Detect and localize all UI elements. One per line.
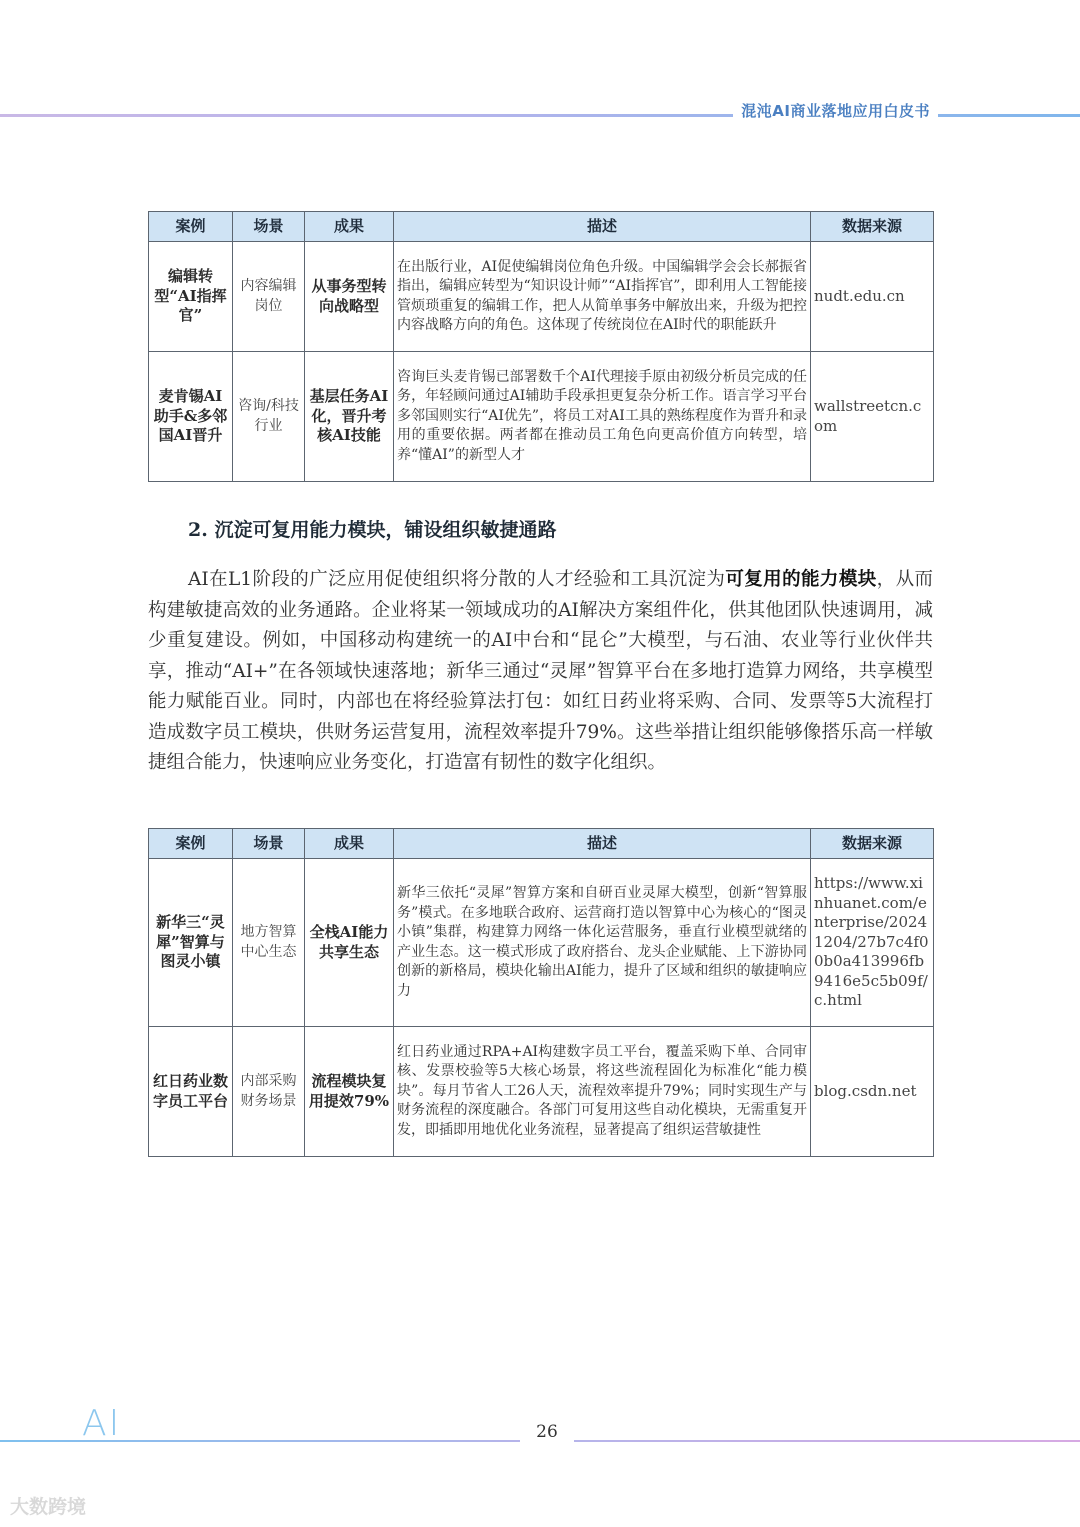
watermark: 大数跨境 (10, 1496, 87, 1518)
body-paragraph (148, 565, 933, 779)
column-header-scene: 场景 (233, 212, 305, 242)
source-cell: https://www.xinhuanet.com/enterprise/20241204/27b7c4f00b0a413996fb9416e5c5b09f/c.html (811, 859, 934, 1027)
description-cell: 新华三依托“灵犀”智算方案和自研百业灵犀大模型，创新“智算服务”模式。在多地联合政府、运营商打造以智算中心为核心的“图灵小镇”集群，构建算力网络一体化运营服务，垂直行业模型就绪的产业生态。这一模式形成了政府搭台、龙头企业赋能、上下游协同创新的新格局，模块化输出AI能力，提升了区域和组织的敏捷响应力 (394, 859, 811, 1027)
result-cell: 从事务型转向战略型 (305, 242, 394, 352)
case-cell: 红日药业数字员工平台 (149, 1027, 233, 1157)
result-cell: 全栈AI能力共享生态 (305, 859, 394, 1027)
table-row (149, 859, 934, 1027)
source-cell: wallstreetcn.com (811, 352, 934, 482)
description-cell: 红日药业通过RPA+AI构建数字员工平台，覆盖采购下单、合同审核、发票校验等5大核心场景，将这些流程固化为标准化“能力模块”。每月节省人工26人天，流程效率提升79%；同时实现生产与财务流程的深度融合。各部门可复用这些自动化模块，无需重复开发，即插即用地优化业务流程，显著提高了组织运营敏捷性 (394, 1027, 811, 1157)
column-header-description: 描述 (394, 212, 811, 242)
page-number: 26 (536, 1422, 558, 1442)
table-header-row (149, 212, 934, 242)
case-cell: 新华三“灵犀”智算与图灵小镇 (149, 859, 233, 1027)
scene-cell: 内容编辑岗位 (233, 242, 305, 352)
scene-cell: 咨询/科技行业 (233, 352, 305, 482)
column-header-description: 描述 (394, 829, 811, 859)
description-cell: 咨询巨头麦肯锡已部署数千个AI代理接手原由初级分析员完成的任务，年轻顾问通过AI辅助手段承担更复杂分析工作。语言学习平台多邻国则实行“AI优先”，将员工对AI工具的熟练程度作为晋升和录用的重要依据。两者都在推动员工角色向更高价值方向转型，培养“懂AI”的新型人才 (394, 352, 811, 482)
column-header-result: 成果 (305, 829, 394, 859)
table-row (149, 1027, 934, 1157)
paragraph-emphasis: 可复用的能力模块 (725, 569, 877, 590)
paragraph-text: AI在L1阶段的广泛应用促使组织将分散的人才经验和工具沉淀为 (188, 569, 726, 590)
case-cell: 编辑转型“AI指挥官” (149, 242, 233, 352)
result-cell: 基层任务AI化，晋升考核AI技能 (305, 352, 394, 482)
case-cell: 麦肯锡AI助手&多邻国AI晋升 (149, 352, 233, 482)
section-heading: 2. 沉淀可复用能力模块，铺设组织敏捷通路 (188, 519, 557, 541)
scene-cell: 内部采购财务场景 (233, 1027, 305, 1157)
column-header-case: 案例 (149, 212, 233, 242)
table-header-row (149, 829, 934, 859)
column-header-result: 成果 (305, 212, 394, 242)
description-cell: 在出版行业，AI促使编辑岗位角色升级。中国编辑学会会长郝振省指出，编辑应转型为“知识设计师”“AI指挥官”，即利用人工智能接管烦琐重复的编辑工作，把人从简单事务中解放出来，升级为把控内容战略方向的角色。这体现了传统岗位在AI时代的职能跃升 (394, 242, 811, 352)
column-header-source: 数据来源 (811, 829, 934, 859)
scene-cell: 地方智算中心生态 (233, 859, 305, 1027)
footer-rule-right (574, 1440, 1080, 1442)
case-table-1 (148, 211, 934, 482)
table-row (149, 242, 934, 352)
column-header-scene: 场景 (233, 829, 305, 859)
column-header-case: 案例 (149, 829, 233, 859)
table-row (149, 352, 934, 482)
footer-rule-left (0, 1440, 520, 1442)
case-table-2 (148, 828, 934, 1157)
paragraph-text: ，从而构建敏捷高效的业务通路。企业将某一领域成功的AI解决方案组件化，供其他团队快速调用，减少重复建设。例如，中国移动构建统一的AI中台和“昆仑”大模型，与石油、农业等行业伙伴共享，推动“AI+”在各领域快速落地；新华三通过“灵犀”智算平台在多地打造算力网络，共享模型能力赋能百业。同时，内部也在将经验算法打包：如红日药业将采购、合同、发票等5大流程打造成数字员工模块，供财务运营复用，流程效率提升79%。这些举措让组织能够像搭乐高一样敏捷组合能力，快速响应业务变化，打造富有韧性的数字化组织。 (148, 569, 933, 773)
result-cell: 流程模块复用提效79% (305, 1027, 394, 1157)
source-cell: nudt.edu.cn (811, 242, 934, 352)
column-header-source: 数据来源 (811, 212, 934, 242)
source-cell: blog.csdn.net (811, 1027, 934, 1157)
ai-logo-icon: AI (82, 1403, 122, 1444)
document-title: 混沌AI商业落地应用白皮书 (733, 100, 938, 121)
